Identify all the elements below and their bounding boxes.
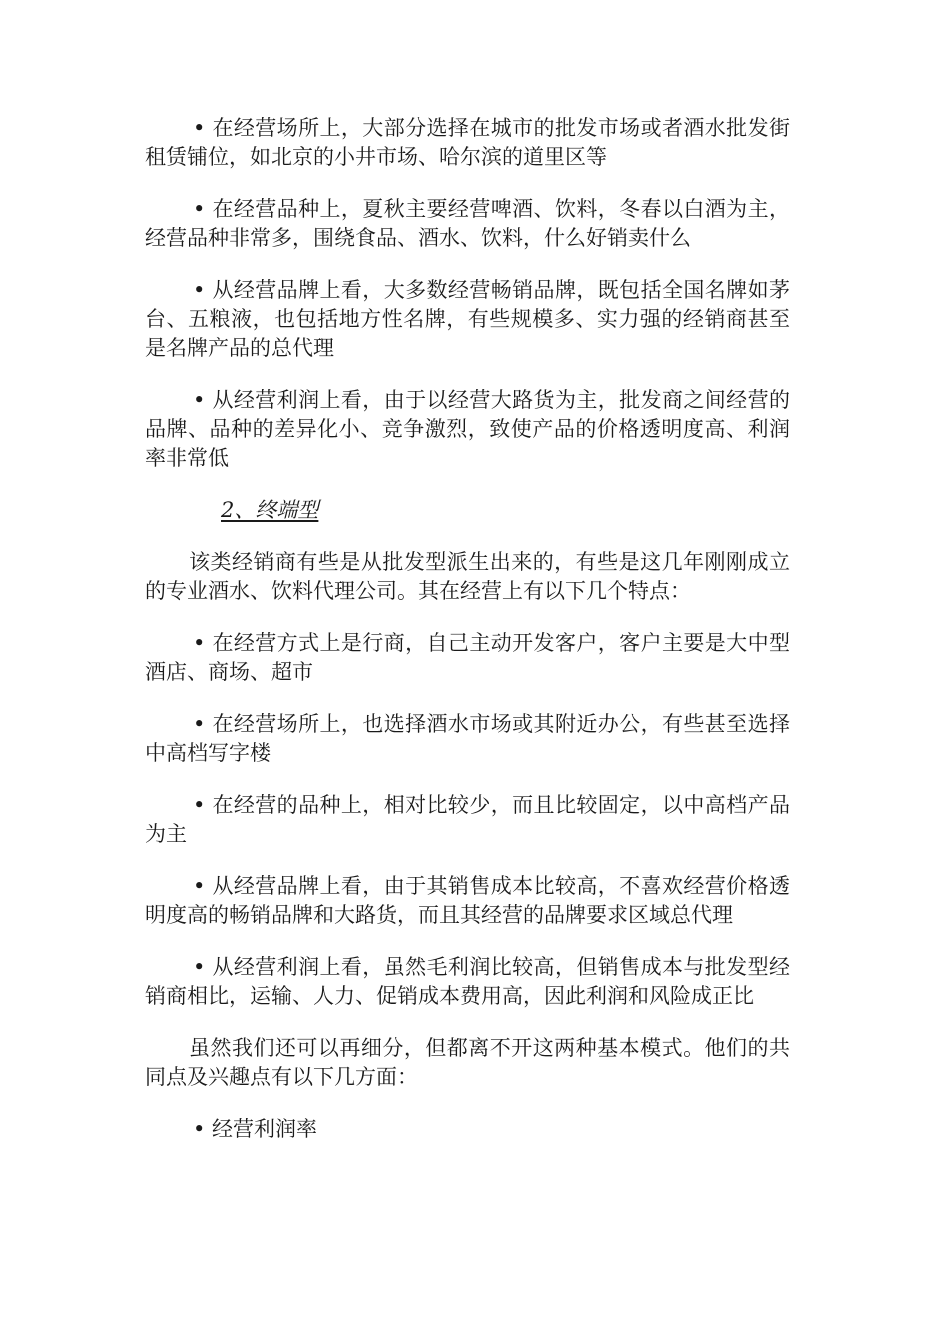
bullet-paragraph-location: • 在经营场所上，大部分选择在城市的批发市场或者酒水批发街租赁铺位，如北京的小井市场、哈尔滨的道里区等 xyxy=(145,116,790,169)
bullet-paragraph-terminal-method: • 在经营方式上是行商，自己主动开发客户，客户主要是大中型酒店、商场、超市 xyxy=(145,631,790,684)
section-heading-terminal: 2、终端型 xyxy=(221,498,319,522)
bullet-paragraph-terminal-profit: • 从经营利润上看，虽然毛利润比较高，但销售成本与批发型经销商相比，运输、人力、促销成本费用高，因此利润和风险成正比 xyxy=(145,955,790,1008)
bullet-paragraph-terminal-location: • 在经营场所上，也选择酒水市场或其附近办公，有些甚至选择中高档写字楼 xyxy=(145,712,790,765)
bullet-paragraph-terminal-brand: • 从经营品牌上看，由于其销售成本比较高，不喜欢经营价格透明度高的畅销品牌和大路货，而且其经营的品牌要求区域总代理 xyxy=(145,874,790,927)
bullet-paragraph-profit: • 从经营利润上看，由于以经营大路货为主，批发商之间经营的品牌、品种的差异化小、竞争激烈，致使产品的价格透明度高、利润率非常低 xyxy=(145,388,790,470)
summary-paragraph: 虽然我们还可以再细分，但都离不开这两种基本模式。他们的共同点及兴趣点有以下几方面： xyxy=(145,1036,790,1089)
bullet-paragraph-variety: • 在经营品种上，夏秋主要经营啤酒、饮料，冬春以白酒为主，经营品种非常多，围绕食品、酒水、饮料，什么好销卖什么 xyxy=(145,197,790,250)
bullet-paragraph-brand: • 从经营品牌上看，大多数经营畅销品牌，既包括全国名牌如茅台、五粮液，也包括地方性名牌，有些规模多、实力强的经销商甚至是名牌产品的总代理 xyxy=(145,278,790,360)
bullet-paragraph-profit-rate: • 经营利润率 xyxy=(193,1117,318,1141)
bullet-paragraph-terminal-variety: • 在经营的品种上，相对比较少，而且比较固定，以中高档产品为主 xyxy=(145,793,790,846)
intro-paragraph-terminal: 该类经销商有些是从批发型派生出来的，有些是这几年刚刚成立的专业酒水、饮料代理公司。其在经营上有以下几个特点： xyxy=(145,550,790,603)
